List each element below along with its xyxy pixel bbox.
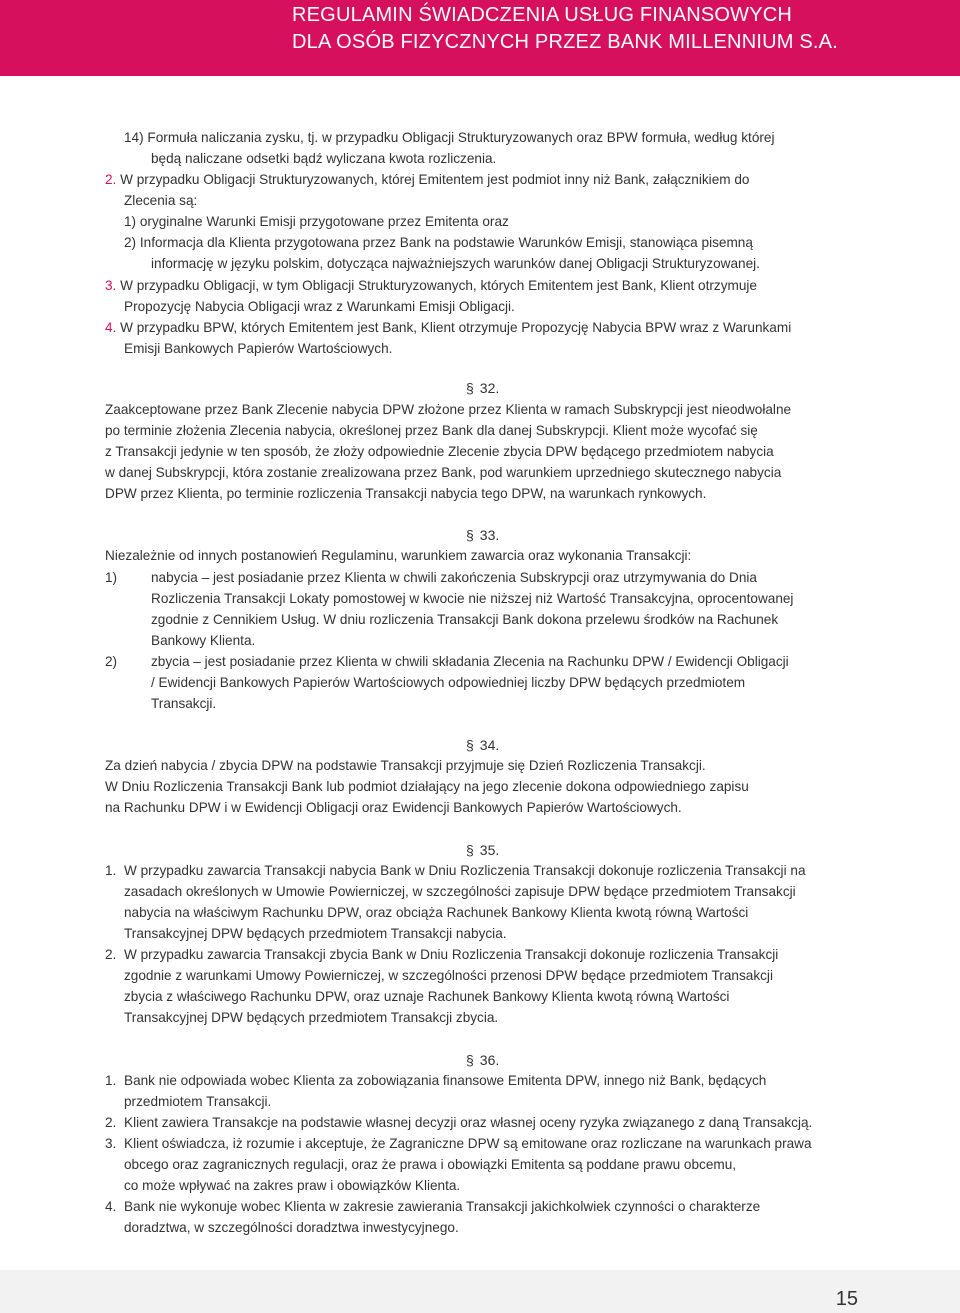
section-36-heading: § 36.	[466, 1052, 500, 1068]
section-35-p1-line3: nabycia na właściwym Rachunku DPW, oraz obciąża Rachunek Bankowy Klienta kwotą równą Wartości	[124, 905, 749, 920]
section-sign: §	[466, 1052, 474, 1068]
item-14-line1: 14) Formuła naliczania zysku, tj. w przypadku Obligacji Strukturyzowanych oraz BPW formuła, według której	[124, 130, 775, 145]
section-sign: §	[466, 842, 474, 858]
section-33-item1-line1: nabycia – jest posiadanie przez Klienta w chwili zakończenia Subskrypcji oraz utrzymywania do Dnia	[151, 570, 757, 585]
section-33-item2-number: 2)	[105, 654, 118, 669]
section-36-p4-number: 4.	[105, 1199, 117, 1214]
paragraph-2-line1: 2. W przypadku Obligacji Strukturyzowanych, której Emitentem jest podmiot inny niż Bank, załącznikiem do	[105, 172, 750, 187]
paragraph-3-line2: Propozycję Nabycia Obligacji wraz z Warunkami Emisji Obligacji.	[124, 299, 515, 314]
section-36-p1-number: 1.	[105, 1073, 117, 1088]
paragraph-2-item2-line1: 2) Informacja dla Klienta przygotowana przez Bank na podstawie Warunków Emisji, stanowiąca pisemną	[124, 235, 753, 250]
section-35-p1-line1: W przypadku zawarcia Transakcji nabycia Bank w Dniu Rozliczenia Transakcji dokonuje rozliczenia Transakcji na	[124, 863, 806, 878]
section-35-p1-line4: Transakcyjnej DPW będących przedmiotem Transakcji nabycia.	[124, 926, 507, 941]
section-33-heading: § 33.	[466, 527, 500, 543]
section-33-item1-line2: Rozliczenia Transakcji Lokaty pomostowej w kwocie nie niższej niż Wartość Transakcyjna, oprocentowanej	[151, 591, 794, 606]
section-33-intro: Niezależnie od innych postanowień Regulaminu, warunkiem zawarcia oraz wykonania Transakcji:	[105, 548, 692, 563]
section-34-heading: § 34.	[466, 737, 500, 753]
section-36-p3-line3: co może wpływać na zakres praw i obowiązków Klienta.	[124, 1178, 461, 1193]
section-35-p1-line2: zasadach określonych w Umowie Powierniczej, w szczególności zapisuje DPW będące przedmiotem Transakcji	[124, 884, 796, 899]
paragraph-2-item1: 1) oryginalne Warunki Emisji przygotowane przez Emitenta oraz	[124, 214, 509, 229]
document-header	[0, 0, 960, 76]
section-32-line2: po terminie złożenia Zlecenia nabycia, określonej przez Bank dla danej Subskrypcji. Klient może wycofać się	[105, 423, 758, 438]
header-title-line2: DLA OSÓB FIZYCZNYCH PRZEZ BANK MILLENNIUM S.A.	[292, 31, 838, 53]
paragraph-2-item2-line2: informację w języku polskim, dotycząca najważniejszych warunków danej Obligacji Strukturyzowanej.	[151, 256, 760, 271]
section-sign: §	[466, 380, 474, 396]
header-title-line1: REGULAMIN ŚWIADCZENIA USŁUG FINANSOWYCH	[292, 4, 793, 26]
section-33-item1-line4: Bankowy Klienta.	[151, 633, 256, 648]
section-sign: §	[466, 737, 474, 753]
paragraph-3-line1: 3. W przypadku Obligacji, w tym Obligacji Strukturyzowanych, których Emitentem jest Bank, Klient otrzymuje	[105, 278, 757, 293]
section-36-p4-line1: Bank nie wykonuje wobec Klienta w zakresie zawierania Transakcji jakichkolwiek czynności o charakterze	[124, 1199, 761, 1214]
paragraph-2-number: 2.	[105, 172, 117, 187]
page-number: 15	[835, 1288, 858, 1310]
section-36-p3-line2: obcego oraz zagranicznych regulacji, oraz że prawa i obowiązki Emitenta są poddane prawu obcemu,	[124, 1157, 737, 1172]
section-34-line1: Za dzień nabycia / zbycia DPW na podstawie Transakcji przyjmuje się Dzień Rozliczenia Transakcji.	[105, 758, 706, 773]
paragraph-4-line2: Emisji Bankowych Papierów Wartościowych.	[124, 341, 393, 356]
section-33-item1-number: 1)	[105, 570, 118, 585]
section-35-heading: § 35.	[466, 842, 500, 858]
section-36-p1-line1: Bank nie odpowiada wobec Klienta za zobowiązania finansowe Emitenta DPW, innego niż Bank, będących	[124, 1073, 767, 1088]
section-32-heading: § 32.	[466, 380, 500, 396]
paragraph-4-line1: 4. W przypadku BPW, których Emitentem jest Bank, Klient otrzymuje Propozycję Nabycia BPW wraz z Warunkami	[105, 320, 792, 335]
section-32-line1: Zaakceptowane przez Bank Zlecenie nabycia DPW złożone przez Klienta w ramach Subskrypcji jest nieodwołalne	[105, 402, 792, 417]
section-34-line2: W Dniu Rozliczenia Transakcji Bank lub podmiot działający na jego zlecenie dokona odpowiedniego zapisu	[105, 779, 749, 794]
section-35-p2-number: 2.	[105, 947, 117, 962]
paragraph-2-line2: Zlecenia są:	[124, 193, 198, 208]
section-34-line3: na Rachunku DPW i w Ewidencji Obligacji oraz Ewidencji Bankowych Papierów Wartościowych.	[105, 800, 682, 815]
section-36-p2-line1: Klient zawiera Transakcje na podstawie własnej decyzji oraz własnej oceny ryzyka związanego z daną Transakcją.	[124, 1115, 813, 1130]
section-33-item1-line3: zgodnie z Cennikiem Usług. W dniu rozliczenia Transakcji Bank dokona przelewu środków na Rachunek	[151, 612, 779, 627]
section-35-p2-line3: zbycia z właściwego Rachunku DPW, oraz uznaje Rachunek Bankowy Klienta kwotą równą Wartości	[124, 989, 730, 1004]
section-33-item2-line3: Transakcji.	[151, 696, 217, 711]
section-36-p3-number: 3.	[105, 1136, 117, 1151]
section-36-p4-line2: doradztwa, w szczególności doradztwa inwestycyjnego.	[124, 1220, 459, 1235]
section-sign: §	[466, 527, 474, 543]
page-footer	[0, 1270, 960, 1313]
section-33-item2-line2: / Ewidencji Bankowych Papierów Wartościowych odpowiedniej liczby DPW będących przedmiotem	[151, 675, 746, 690]
section-36-p1-line2: przedmiotem Transakcji.	[124, 1094, 272, 1109]
section-33-item2-line1: zbycia – jest posiadanie przez Klienta w chwili składania Zlecenia na Rachunku DPW / Ewidencji Obligacji	[151, 654, 789, 669]
item-14-line2: będą naliczane odsetki bądź wyliczana kwota rozliczenia.	[151, 151, 497, 166]
section-35-p2-line2: zgodnie z warunkami Umowy Powierniczej, w szczególności przenosi DPW będące przedmiotem Transakcji	[124, 968, 773, 983]
section-35-p2-line1: W przypadku zawarcia Transakcji zbycia Bank w Dniu Rozliczenia Transakcji dokonuje rozliczenia Transakcji	[124, 947, 779, 962]
section-36-p2-number: 2.	[105, 1115, 117, 1130]
section-32-line5: DPW przez Klienta, po terminie rozliczenia Transakcji nabycia tego DPW, na warunkach rynkowych.	[105, 486, 707, 501]
section-36-p3-line1: Klient oświadcza, iż rozumie i akceptuje, że Zagraniczne DPW są emitowane oraz rozliczane na warunkach prawa	[124, 1136, 812, 1151]
section-32-line4: w danej Subskrypcji, która zostanie zrealizowana przez Bank, pod warunkiem uprzedniego skutecznego nabycia	[105, 465, 782, 480]
section-32-line3: z Transakcji jedynie w ten sposób, że złoży odpowiednie Zlecenie zbycia DPW będącego przedmiotem nabycia	[105, 444, 774, 459]
section-35-p2-line4: Transakcyjnej DPW będących przedmiotem Transakcji zbycia.	[124, 1010, 499, 1025]
section-35-p1-number: 1.	[105, 863, 117, 878]
paragraph-4-number: 4.	[105, 320, 117, 335]
paragraph-3-number: 3.	[105, 278, 117, 293]
